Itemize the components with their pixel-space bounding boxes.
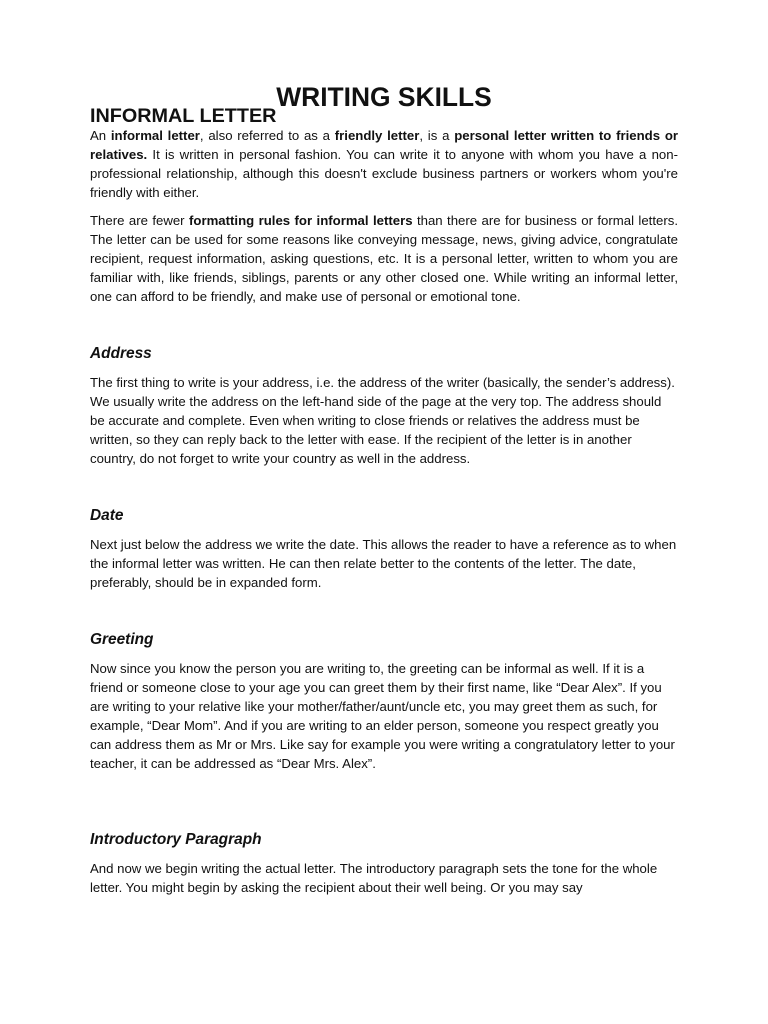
formatting-text-1: There are fewer xyxy=(90,213,189,228)
paragraph-greeting: Now since you know the person you are writing to, the greeting can be informal as well. If it is a friend or someone close to your age you can greet them by their first name, like “Dear Alex”. If you are writing to your relative like your mother/father/aunt/uncle etc, you may greet them as such, for example, “Dear Mom”. And if you are writing to an elder person, someone you respect greatly you can address them as Mr or Mrs. Like say for example you were writing a congratulatory letter to your teacher, it can be addressed as “Dear Mrs. Alex”. xyxy=(90,661,675,771)
heading-date: Date xyxy=(90,507,124,524)
paragraph-address: The first thing to write is your address, i.e. the address of the writer (basically, the sender’s address). We usually write the address on the left-hand side of the page at the very top. The address should be accurate and complete. Even when writing to close friends or relatives the address must be written, so they can reply back to the letter with ease. If the recipient of the letter is in another country, do not forget to write your country as well in the address. xyxy=(90,375,675,466)
intro-text-4: It is written in personal fashion. You can write it to anyone with whom you have a non-professional relationship, although this doesn't exclude business partners or workers whom you're friendly with either. xyxy=(90,147,678,200)
intro-text-1: An xyxy=(90,128,111,143)
heading-greeting: Greeting xyxy=(90,631,154,648)
document-page xyxy=(90,82,679,897)
heading-introductory-paragraph: Introductory Paragraph xyxy=(90,831,262,848)
formatting-text-2: than there are for business or formal letters. The letter can be used for some reasons like conveying message, news, giving advice, congratulate recipient, request information, asking questions, etc. It is a personal letter, written to whom you are familiar with, like friends, siblings, parents or any other closed one. While writing an informal letter, one can afford to be friendly, and make use of personal or emotional tone. xyxy=(90,213,678,304)
intro-paragraph xyxy=(90,126,678,202)
intro-bold-informal-letter: informal letter xyxy=(110,128,200,143)
paragraph-date: Next just below the address we write the date. This allows the reader to have a reference as to when the informal letter was written. He can then relate better to the contents of the letter. The date, preferably, should be in expanded form. xyxy=(90,537,677,590)
formatting-paragraph xyxy=(90,211,678,306)
intro-bold-friendly-letter: friendly letter xyxy=(334,128,420,143)
formatting-bold: formatting rules for informal letters xyxy=(189,213,413,228)
intro-text-2: , also referred to as a xyxy=(199,128,335,143)
intro-text-3: , is a xyxy=(419,128,455,143)
section-heading-informal-letter: INFORMAL LETTER xyxy=(90,105,277,127)
document-title: WRITING SKILLS xyxy=(276,82,492,112)
heading-address: Address xyxy=(90,345,152,362)
intro-bold-personal-letter: personal letter written to friends or relatives. xyxy=(90,128,679,162)
paragraph-introductory: And now we begin writing the actual letter. The introductory paragraph sets the tone for the whole letter. You might begin by asking the recipient about their well being. Or you may say xyxy=(90,861,658,895)
